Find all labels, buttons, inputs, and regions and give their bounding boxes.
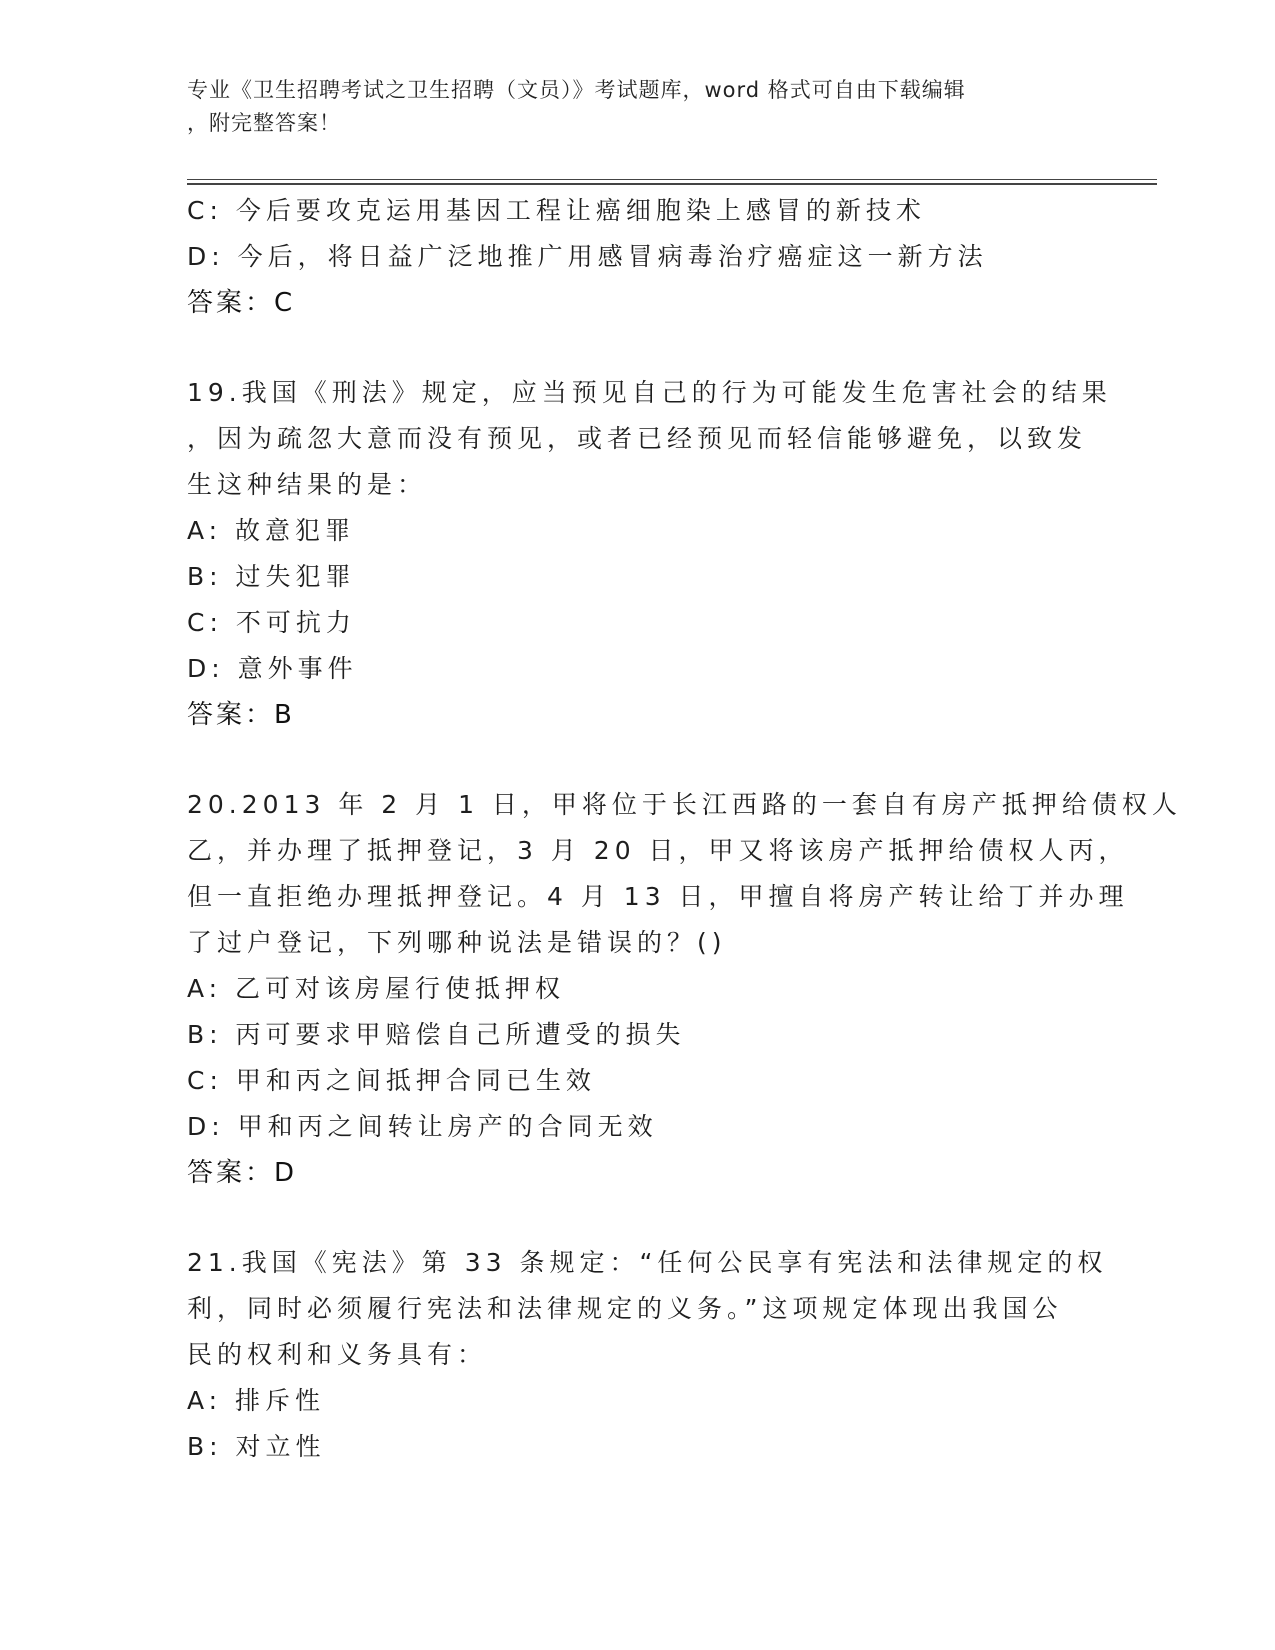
header-title-line-2: ，附完整答案！ [187, 111, 341, 135]
question-19 [187, 370, 1112, 738]
option-a: A: 故意犯罪 [187, 516, 356, 545]
header-divider-thin [187, 179, 1157, 180]
option-d: D: 意外事件 [187, 654, 358, 683]
option-c: C: 不可抗力 [187, 608, 356, 637]
question-stem-line: 利，同时必须履行宪法和法律规定的义务。”这项规定体现出我国公 [187, 1294, 1063, 1323]
question-stem-line: 20.2013 年 2 月 1 日，甲将位于长江西路的一套自有房产抵押给债权人 [187, 790, 1182, 819]
answer-line: 答案：B [187, 700, 295, 730]
option-b: B: 过失犯罪 [187, 562, 356, 591]
question-stem-line: 生这种结果的是： [187, 470, 428, 499]
question-content [187, 188, 1182, 1470]
option-a: A: 排斥性 [187, 1386, 326, 1415]
question-20 [187, 782, 1182, 1196]
header-divider-thick [187, 183, 1157, 185]
option-b: B: 对立性 [187, 1432, 326, 1461]
spacer [187, 738, 1087, 782]
prev-question [187, 188, 1087, 326]
question-stem-line: 乙，并办理了抵押登记，3 月 20 日，甲又将该房产抵押给债权人丙， [187, 836, 1129, 865]
option-c: C: 今后要攻克运用基因工程让癌细胞染上感冒的新技术 [187, 196, 926, 225]
option-d: D: 甲和丙之间转让房产的合同无效 [187, 1112, 658, 1141]
answer-line: 答案：D [187, 1158, 298, 1188]
question-stem-line: 19.我国《刑法》规定，应当预见自己的行为可能发生危害社会的结果 [187, 378, 1112, 407]
option-c: C: 甲和丙之间抵押合同已生效 [187, 1066, 596, 1095]
option-b: B: 丙可要求甲赔偿自己所遭受的损失 [187, 1020, 686, 1049]
spacer [187, 1196, 1087, 1240]
answer-line: 答案：C [187, 288, 296, 318]
question-21 [187, 1240, 1108, 1470]
question-stem-line: ，因为疏忽大意而没有预见，或者已经预见而轻信能够避免，以致发 [187, 424, 1088, 453]
question-stem-line: 民的权利和义务具有： [187, 1340, 488, 1369]
option-d: D: 今后，将日益广泛地推广用感冒病毒治疗癌症这一新方法 [187, 242, 988, 271]
spacer [187, 326, 1087, 370]
question-stem-line: 了过户登记，下列哪种说法是错误的？() [187, 928, 727, 957]
question-stem-line: 21.我国《宪法》第 33 条规定：“任何公民享有宪法和法律规定的权 [187, 1248, 1108, 1277]
option-a: A: 乙可对该房屋行使抵押权 [187, 974, 566, 1003]
document-header [187, 74, 1067, 140]
question-stem-line: 但一直拒绝办理抵押登记。4 月 13 日，甲擅自将房产转让给丁并办理 [187, 882, 1129, 911]
header-title-line-1: 专业《卫生招聘考试之卫生招聘（文员）》考试题库，word 格式可自由下载编辑 [187, 78, 966, 102]
